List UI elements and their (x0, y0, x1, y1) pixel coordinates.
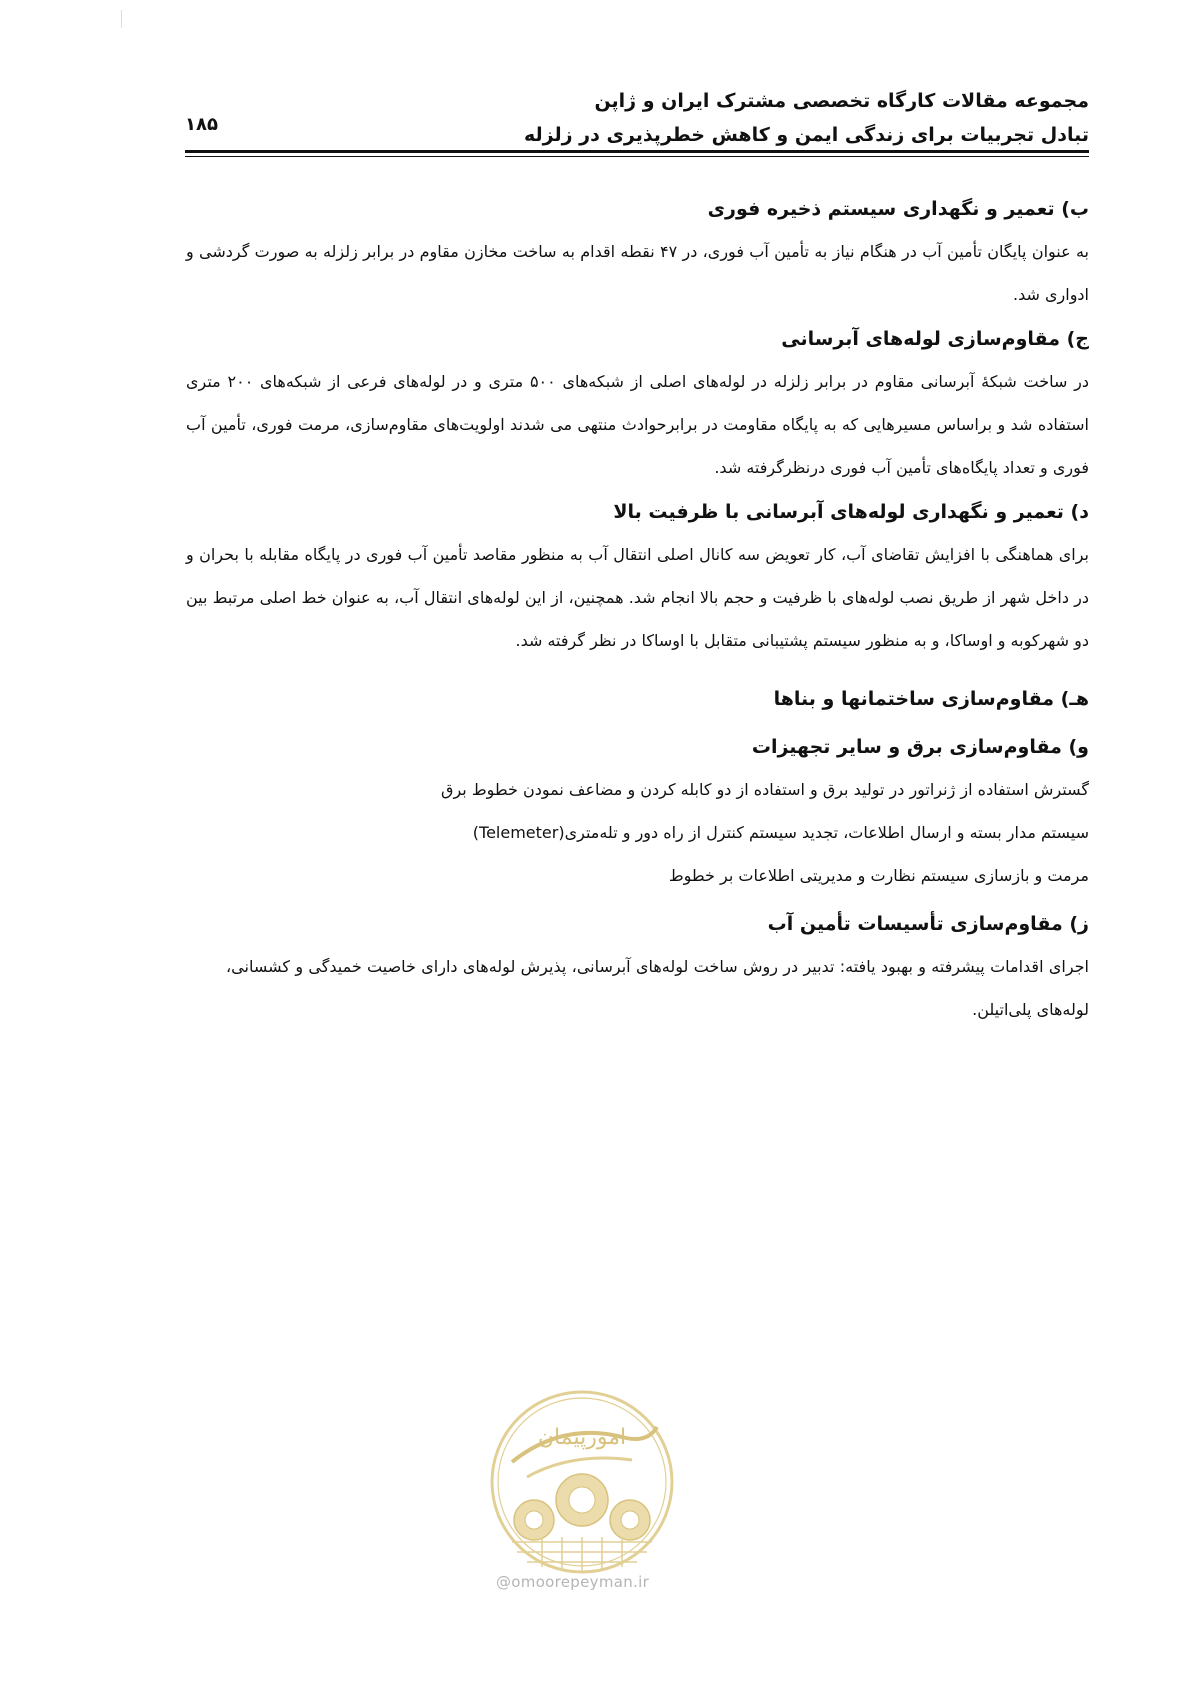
header-title-line-2: تبادل تجربیات برای زندگی ایمن و کاهش خطرپذیری در زلزله (524, 124, 1089, 146)
section-d-heading: د) تعمیر و نگهداری لوله‌های آبرسانی با ظرفیت بالا (613, 501, 1089, 523)
section-j-paragraph: در ساخت شبکهٔ آبرسانی مقاوم در برابر زلزله در لوله‌های اصلی از شبکه‌های ۵۰۰ متری و در لوله‌های فرعی از شبکه‌های ۲۰۰ متری استفاده شد و براساس مسیرهایی که به پایگاه مقاومت در برابرحوادث منتهی می شدند اولویت‌های مقاوم‌سازی، مرمت فوری، تأمین آب فوری و تعداد پایگاه‌های تأمین آب فوری درنظرگرفته شد. (186, 372, 1090, 477)
section-h-heading: هـ) مقاوم‌سازی ساختمانها و بناها (773, 688, 1089, 710)
section-b-paragraph: به عنوان پایگان تأمین آب در هنگام نیاز به تأمین آب فوری، در ۴۷ نقطه اقدام به ساخت مخازن مقاوم در برابر زلزله به صورت گردشی و ادواری شد. (186, 242, 1089, 304)
header-rule-thick (185, 150, 1089, 153)
page-body (186, 196, 1089, 1041)
watermark-logo-text: امورپیمان (537, 1425, 627, 1450)
section-d-paragraph: برای هماهنگی با افزایش تقاضای آب، کار تعویض سه کانال اصلی انتقال آب به منظور مقاصد تأمین آب فوری در پایگاه مقابله با بحران و در داخل شهر از طریق نصب لوله‌های با ظرفیت و حجم بالا انجام شد. همچنین، از این لوله‌های انتقال آب، به عنوان خط اصلی مرتبط بین دو شهرکوبه و اوساکا، و به منظور سیستم پشتیبانی متقابل با اوساکا در نظر گرفته شد. (186, 545, 1089, 650)
scan-mark (121, 10, 122, 28)
header-title-line-1: مجموعه مقالات کارگاه تخصصی مشترک ایران و ژاپن (594, 90, 1089, 112)
page-number: ۱۸۵ (185, 114, 218, 135)
section-v-heading: و) مقاوم‌سازی برق و سایر تجهیزات (751, 736, 1089, 758)
section-z-paragraph: اجرای اقدامات پیشرفته و بهبود یافته: تدبیر در روش ساخت لوله‌های آبرسانی، پذیرش لوله‌های دارای خاصیت خمیدگی و کشسانی، لوله‌های پلی‌اتیلن. (226, 957, 1089, 1019)
running-header (185, 84, 1089, 152)
section-v-line-2: سیستم مدار بسته و ارسال اطلاعات، تجدید سیستم کنترل از راه دور و تله‌متری(Telemeter) (472, 823, 1089, 842)
watermark-logo-icon (472, 1382, 692, 1582)
header-rule-thin (185, 156, 1089, 157)
section-j-heading: ج) مقاوم‌سازی لوله‌های آبرسانی (781, 328, 1089, 350)
section-v-list (356, 768, 1089, 897)
section-b-heading: ب) تعمیر و نگهداری سیستم ذخیره فوری (707, 198, 1089, 220)
section-v-line-3: مرمت و بازسازی سیستم نظارت و مدیریتی اطلاعات بر خطوط (668, 866, 1089, 885)
section-z-heading: ز) مقاوم‌سازی تأسیسات تأمین آب (767, 913, 1089, 935)
section-v-line-1: گسترش استفاده از ژنراتور در تولید برق و استفاده از دو کابله کردن و مضاعف نمودن خطوط برق (441, 780, 1089, 799)
watermark-url: @omoorepeyman.ir (496, 1573, 650, 1591)
